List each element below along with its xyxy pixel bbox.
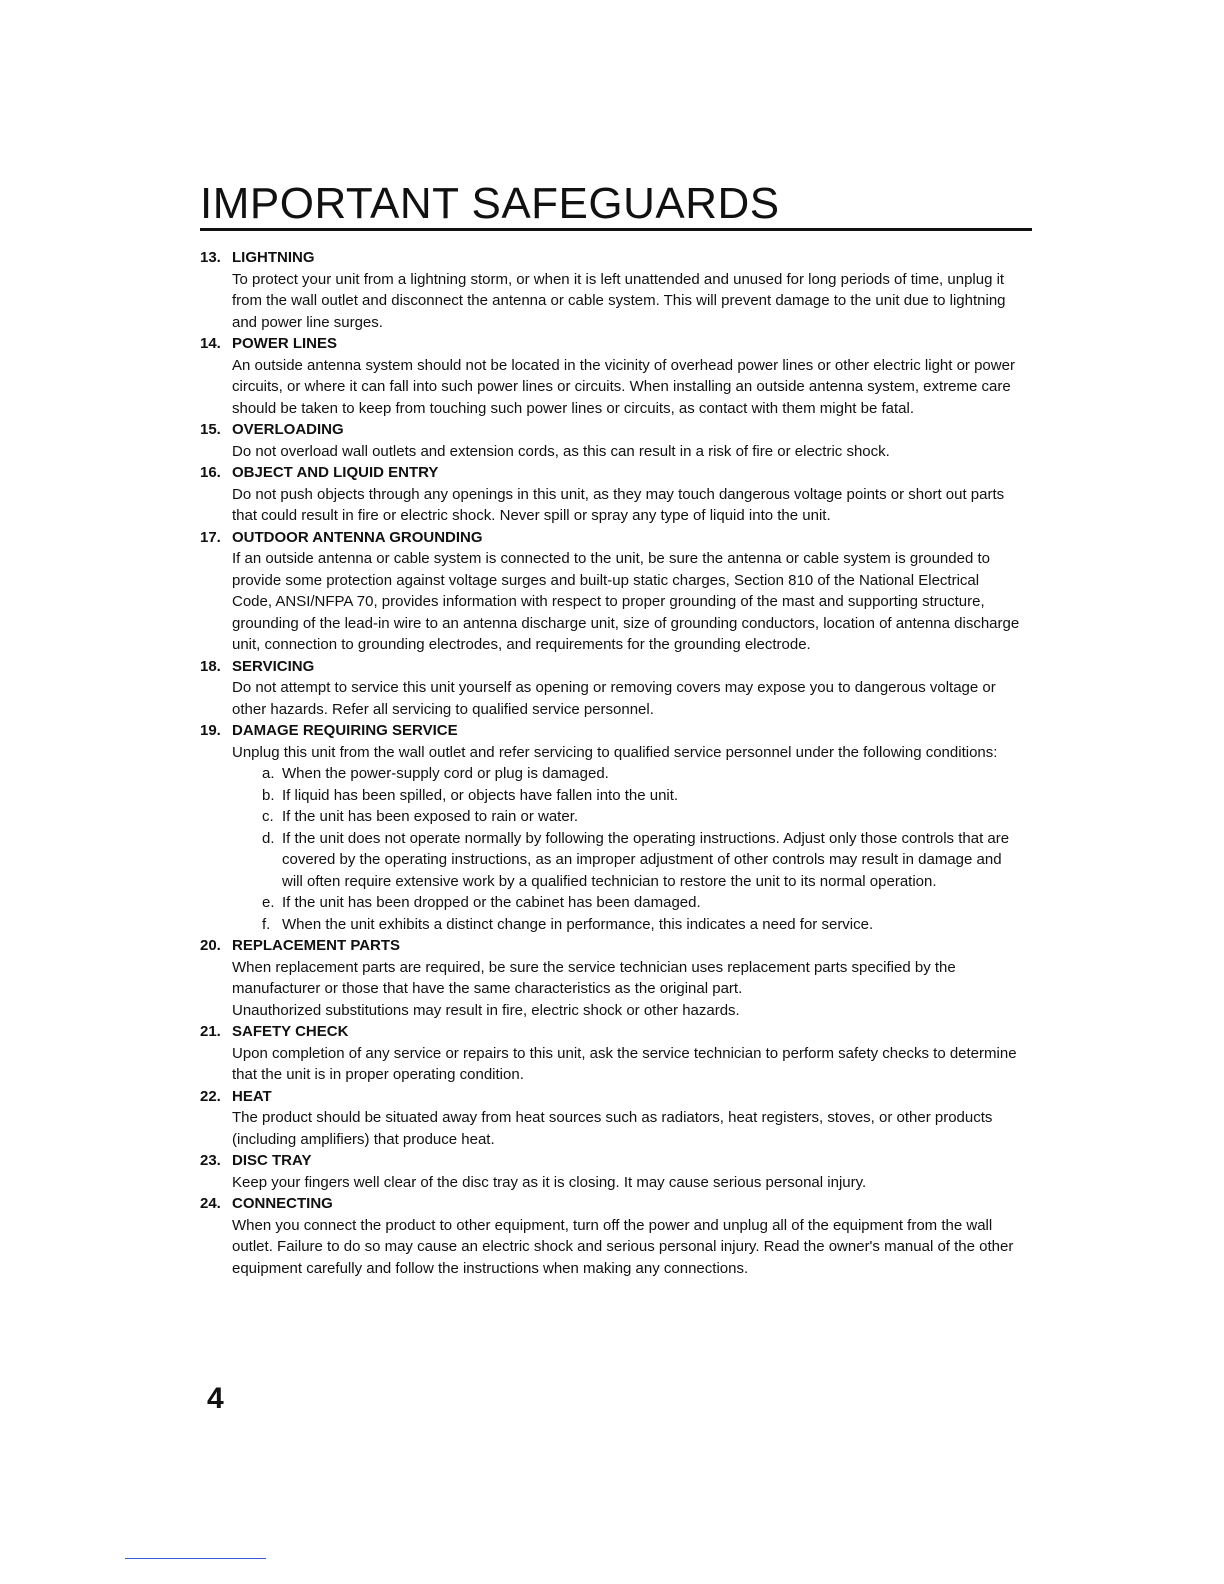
safeguard-heading bbox=[200, 527, 1020, 549]
safeguard-number: 24. bbox=[200, 1195, 221, 1212]
safeguard-item bbox=[200, 247, 1020, 333]
safeguard-body bbox=[200, 1215, 1020, 1280]
safeguard-paragraph: Do not push objects through any openings in this unit, as they may touch dangerous voltage points or short out parts that could result in fire or electric shock. Never spill or spray any type of liquid into the unit. bbox=[232, 485, 1005, 524]
safeguard-paragraph: An outside antenna system should not be located in the vicinity of overhead power lines or other electric light or power circuits, or where it can fall into such power lines or circuits. When installing an outside antenna system, extreme care should be taken to keep from touching such power lines or circuits, as contact with them might be fatal. bbox=[232, 356, 1015, 417]
safeguard-item bbox=[200, 462, 1020, 527]
safeguard-body bbox=[200, 548, 1020, 656]
condition-text: If the unit has been exposed to rain or water. bbox=[282, 808, 579, 825]
safeguard-heading-text: OVERLOADING bbox=[232, 421, 344, 438]
safeguard-heading-text: SERVICING bbox=[232, 657, 315, 675]
safeguard-number: 19. bbox=[200, 722, 221, 739]
safeguard-heading bbox=[200, 935, 1020, 957]
condition-text: If the unit does not operate normally by following the operating instructions. Adjust only those controls that are covered by the operating instructions, as an improper adjustment of other controls may result in damage and will often require extensive work by a qualified technician to restore the unit to its normal operation. bbox=[282, 829, 1010, 890]
safeguard-heading bbox=[200, 419, 1020, 441]
safeguard-body bbox=[200, 1043, 1020, 1086]
safeguard-paragraph: Do not attempt to service this unit yourself as opening or removing covers may expose you to dangerous voltage or other hazards. Refer all servicing to qualified service personnel. bbox=[232, 679, 996, 718]
safeguard-heading-text: OUTDOOR ANTENNA GROUNDING bbox=[232, 528, 483, 546]
safeguard-paragraph: To protect your unit from a lightning storm, or when it is left unattended and unused for long periods of time, unplug it from the wall outlet and disconnect the antenna or cable system. This will prevent damage to the unit due to lightning and power line surges. bbox=[232, 270, 1006, 331]
safeguard-heading bbox=[200, 1086, 1020, 1108]
safeguard-paragraph: Upon completion of any service or repairs to this unit, ask the service technician to perform safety checks to determine that the unit is in proper operating condition. bbox=[232, 1044, 1017, 1083]
condition-item bbox=[232, 914, 1020, 936]
safeguard-heading-text: OBJECT AND LIQUID ENTRY bbox=[232, 464, 439, 481]
condition-letter: a. bbox=[262, 765, 275, 782]
safeguard-number: 14. bbox=[200, 335, 221, 352]
safeguard-heading-text: LIGHTNING bbox=[232, 249, 315, 266]
safeguard-heading bbox=[200, 1021, 1020, 1043]
safeguard-heading bbox=[200, 462, 1020, 484]
safeguard-heading-text: DISC TRAY bbox=[232, 1152, 312, 1169]
safeguard-item bbox=[200, 1193, 1020, 1279]
footer-line bbox=[125, 1558, 266, 1559]
safeguard-paragraph: When you connect the product to other equipment, turn off the power and unplug all of the equipment from the wall outlet. Failure to do so may cause an electric shock and serious personal injury. Read the owner's manual of the other equipment carefully and follow the instructions when making any connections. bbox=[232, 1216, 1014, 1277]
condition-letter: c. bbox=[262, 808, 274, 825]
safeguard-number: 13. bbox=[200, 249, 221, 266]
condition-letter: e. bbox=[262, 894, 275, 911]
safeguard-body bbox=[200, 355, 1020, 420]
condition-item bbox=[232, 785, 1020, 807]
safeguard-item bbox=[200, 419, 1020, 462]
safeguard-heading-text: HEAT bbox=[232, 1087, 272, 1105]
condition-text: If liquid has been spilled, or objects have fallen into the unit. bbox=[282, 786, 679, 804]
title-rule bbox=[200, 228, 1032, 231]
safeguard-item bbox=[200, 1086, 1020, 1151]
condition-item bbox=[232, 828, 1020, 893]
condition-letter: d. bbox=[262, 829, 275, 847]
safeguard-item bbox=[200, 935, 1020, 1021]
condition-letter: b. bbox=[262, 786, 275, 804]
safeguard-heading-text: DAMAGE REQUIRING SERVICE bbox=[232, 722, 458, 739]
safeguard-body bbox=[200, 269, 1020, 334]
safeguard-item bbox=[200, 720, 1020, 935]
safeguard-number: 22. bbox=[200, 1087, 221, 1105]
page-title: IMPORTANT SAFEGUARDS bbox=[200, 179, 780, 228]
safeguard-body bbox=[200, 1172, 1020, 1194]
safeguard-number: 17. bbox=[200, 528, 221, 546]
safeguard-paragraph: When replacement parts are required, be sure the service technician uses replacement parts specified by the manufacturer or those that have the same characteristics as the original part. bbox=[232, 958, 956, 997]
safeguard-heading-text: CONNECTING bbox=[232, 1195, 333, 1212]
safeguard-item bbox=[200, 1150, 1020, 1193]
safeguard-item bbox=[200, 527, 1020, 656]
condition-item bbox=[232, 806, 1020, 828]
condition-text: When the unit exhibits a distinct change in performance, this indicates a need for service. bbox=[282, 915, 874, 933]
safeguard-heading-text: SAFETY CHECK bbox=[232, 1023, 349, 1040]
safeguard-heading bbox=[200, 333, 1020, 355]
safeguard-body bbox=[200, 677, 1020, 720]
condition-letter: f. bbox=[262, 915, 271, 933]
safeguard-body bbox=[200, 484, 1020, 527]
safeguard-paragraph: Keep your fingers well clear of the disc tray as it is closing. It may cause serious personal injury. bbox=[232, 1173, 867, 1191]
safeguard-number: 16. bbox=[200, 464, 221, 481]
safeguard-body bbox=[200, 441, 1020, 463]
condition-item bbox=[232, 763, 1020, 785]
safeguard-item bbox=[200, 656, 1020, 721]
safeguard-number: 15. bbox=[200, 421, 221, 438]
safeguard-number: 20. bbox=[200, 937, 221, 954]
safeguard-number: 21. bbox=[200, 1023, 221, 1040]
safeguard-body bbox=[200, 1107, 1020, 1150]
safeguard-paragraph: Unauthorized substitutions may result in fire, electric shock or other hazards. bbox=[232, 1001, 740, 1019]
safeguard-heading-text: REPLACEMENT PARTS bbox=[232, 937, 401, 954]
safeguard-body bbox=[200, 957, 1020, 1022]
safeguard-heading-text: POWER LINES bbox=[232, 335, 338, 352]
safeguard-heading bbox=[200, 1193, 1020, 1215]
page-number: 4 bbox=[207, 1382, 224, 1415]
safeguard-body bbox=[200, 742, 1020, 936]
safeguard-heading bbox=[200, 720, 1020, 742]
safeguard-item bbox=[200, 333, 1020, 419]
condition-text: If the unit has been dropped or the cabinet has been damaged. bbox=[282, 894, 701, 911]
condition-list bbox=[232, 763, 1020, 935]
safeguard-paragraph: If an outside antenna or cable system is connected to the unit, be sure the antenna or cable system is grounded to provide some protection against voltage surges and built-up static charges, Section 810 of the National Electrical Code, ANSI/NFPA 70, provides information with respect to proper grounding of the mast and supporting structure, grounding of the lead-in wire to an antenna discharge unit, size of grounding conductors, location of antenna discharge unit, connection to grounding electrodes, and requirements for the grounding electrode. bbox=[232, 550, 1020, 653]
safeguard-number: 18. bbox=[200, 657, 221, 675]
safeguard-paragraph: The product should be situated away from heat sources such as radiators, heat registers, stoves, or other products (including amplifiers) that produce heat. bbox=[232, 1109, 993, 1148]
safeguard-heading bbox=[200, 656, 1020, 678]
safeguard-number: 23. bbox=[200, 1152, 221, 1169]
safeguards-list bbox=[200, 247, 1020, 1279]
condition-text: When the power-supply cord or plug is damaged. bbox=[282, 765, 609, 782]
condition-item bbox=[232, 892, 1020, 914]
safeguard-paragraph: Unplug this unit from the wall outlet and refer servicing to qualified service personnel under the following conditions: bbox=[232, 743, 998, 761]
safeguard-heading bbox=[200, 1150, 1020, 1172]
safeguard-heading bbox=[200, 247, 1020, 269]
safeguard-item bbox=[200, 1021, 1020, 1086]
safeguard-paragraph: Do not overload wall outlets and extension cords, as this can result in a risk of fire or electric shock. bbox=[232, 442, 890, 460]
